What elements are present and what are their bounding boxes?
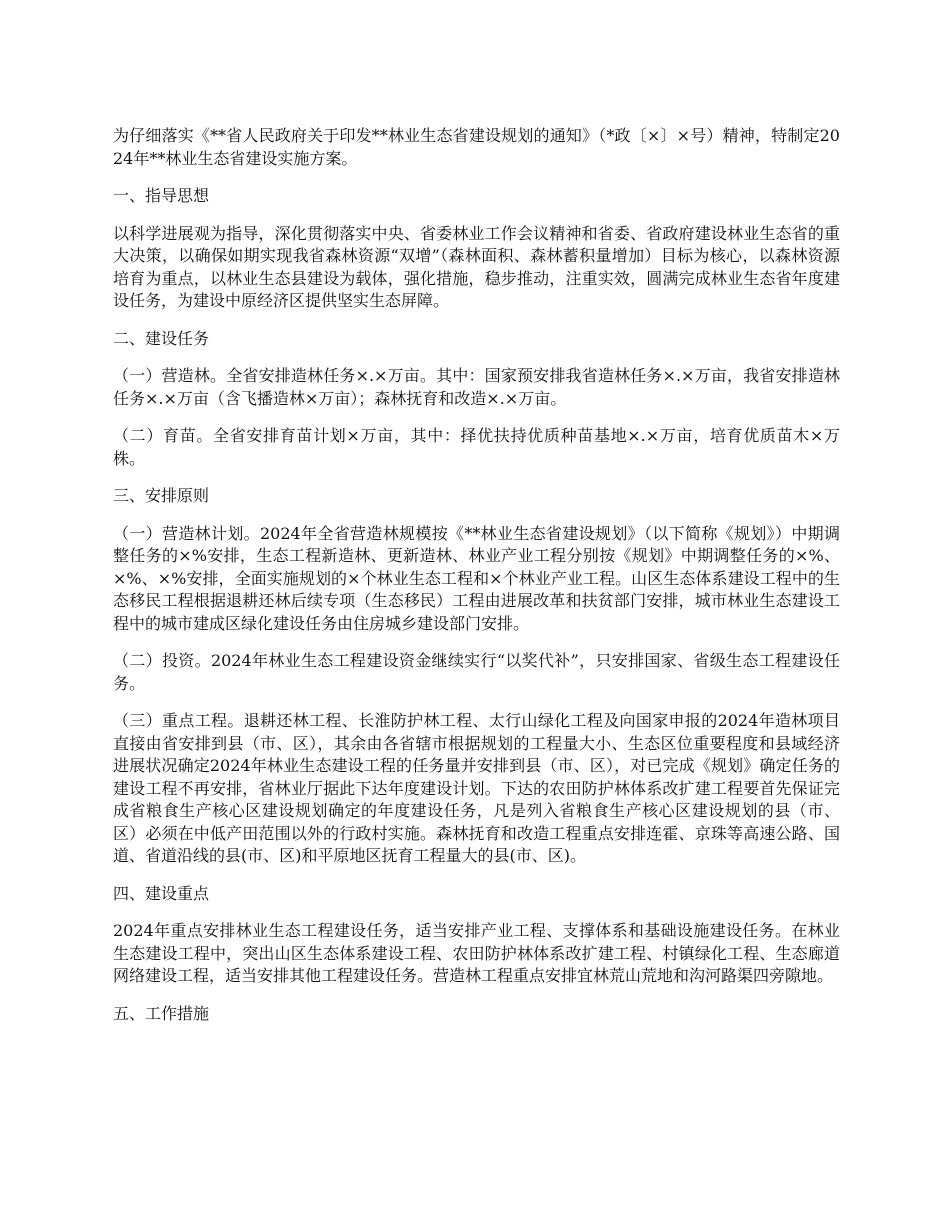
section-heading-work-measures: 五、工作措施: [113, 1003, 210, 1023]
construction-priorities-paragraph: 2024年重点安排林业生态工程建设任务，适当安排产业工程、支撑体系和基础设施建设任务。在林业生态建设工程中，突出山区生态体系建设工程、农田防护林体系改扩建工程、村镇绿化工程、生态廊道网络建设工程，适当安排其他工程建设任务。营造林工程重点安排宜林荒山荒地和沟河路渠四旁隙地。: [113, 921, 840, 985]
document-body: [113, 125, 840, 1040]
section-heading-arrangement-principles: 三、安排原则: [113, 486, 210, 505]
afforestation-plan-paragraph: （一）营造林计划。2024年全省营造林规模按《**林业生态省建设规划》（以下简称《规划》）中期调整任务的×%安排，生态工程新造林、更新造林、林业产业工程分别按《规划》中期调整任务的×%、×%、×%安排，全面实施规划的×个林业生态工程和×个林业产业工程。山区生态体系建设工程中的生态移民工程根据退耕还林后续专项（生态移民）工程由进展改革和扶贫部门安排，城市林业生态建设工程中的城市建成区绿化建设任务由住房城乡建设部门安排。: [113, 523, 840, 633]
section-heading-construction-tasks: 二、建设任务: [113, 328, 210, 348]
nursery-task-paragraph: （二）育苗。全省安排育苗计划×万亩，其中：择优扶持优质种苗基地×.×万亩，培育优质苗木×万株。: [113, 426, 840, 468]
guiding-ideology-paragraph: 以科学进展观为指导，深化贯彻落实中央、省委林业工作会议精神和省委、省政府建设林业生态省的重大决策，以确保如期实现我省森林资源“双增”（森林面积、森林蓄积量增加）目标为核心，以森林资源培育为重点，以林业生态县建设为载体，强化措施，稳步推动，注重实效，圆满完成林业生态省年度建设任务，为建设中原经济区提供坚实生态屏障。: [113, 223, 840, 310]
investment-paragraph: （二）投资。2024年林业生态工程建设资金继续实行“以奖代补”，只安排国家、省级生态工程建设任务。: [113, 651, 840, 693]
section-heading-guiding-ideology: 一、指导思想: [113, 186, 210, 205]
afforestation-task-paragraph: （一）营造林。全省安排造林任务×.×万亩。其中：国家预安排我省造林任务×.×万亩，我省安排造林任务×.×万亩（含飞播造林×万亩）；森林抚育和改造×.×万亩。: [113, 366, 840, 408]
section-heading-construction-priorities: 四、建设重点: [113, 883, 210, 903]
intro-paragraph: 为仔细落实《**省人民政府关于印发**林业生态省建设规划的通知》（*政〔×〕×号）精神，特制定2024年**林业生态省建设实施方案。: [113, 126, 840, 168]
key-projects-paragraph: （三）重点工程。退耕还林工程、长淮防护林工程、太行山绿化工程及向国家申报的2024年造林项目直接由省安排到县（市、区），其余由各省辖市根据规划的工程量大小、生态区位重要程度和县域经济进展状况确定2024年林业生态建设工程的任务量并安排到县（市、区），对已完成《规划》确定任务的建设工程不再安排，省林业厅据此下达年度建设计划。下达的农田防护林体系改扩建工程要首先保证完成省粮食生产核心区建设规划确定的年度建设任务，凡是列入省粮食生产核心区建设规划的县（市、区）必须在中低产田范围以外的行政村实施。森林抚育和改造工程重点安排连霍、京珠等高速公路、国道、省道沿线的县(市、区)和平原地区抚育工程量大的县(市、区)。: [113, 711, 840, 865]
